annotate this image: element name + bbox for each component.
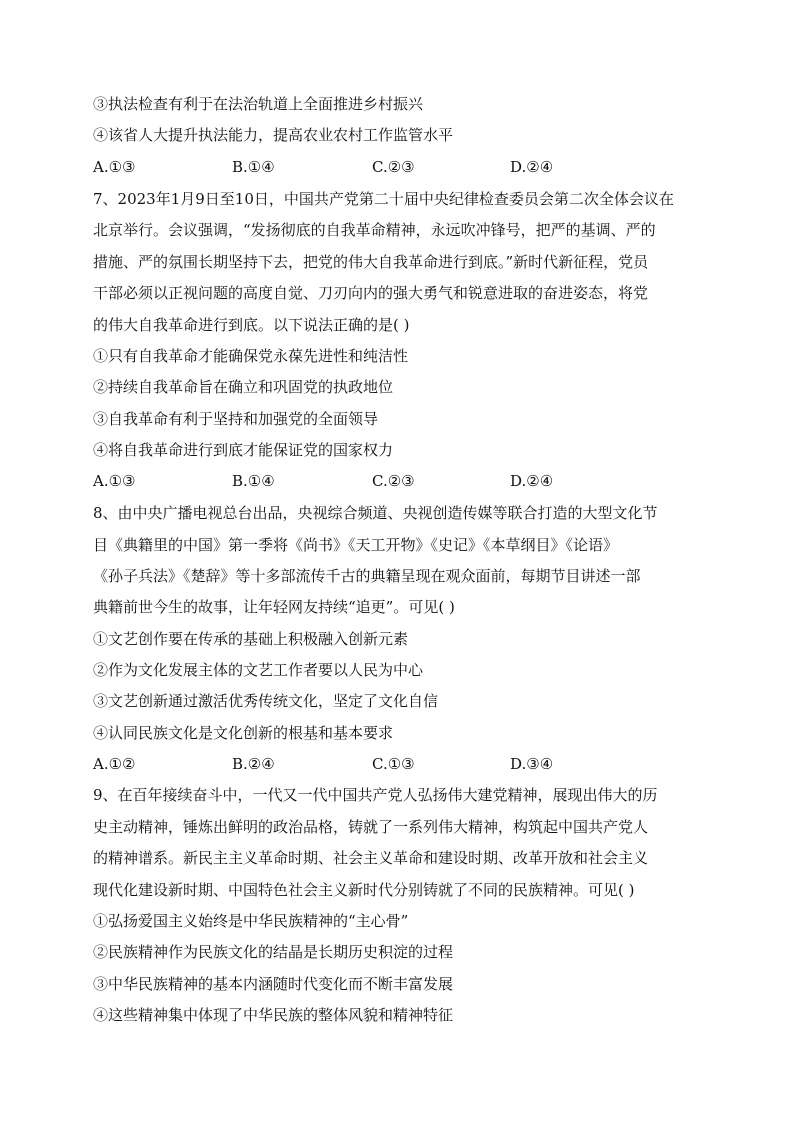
q8-item-1: ①文艺创作要在传承的基础上积极融入创新元素 bbox=[93, 630, 409, 648]
q7-option-b[interactable]: B.①④ bbox=[232, 472, 275, 490]
q7-stem-line-1: 7、2023年1月9日至10日，中国共产党第二十届中央纪律检查委员会第二次全体会议在 bbox=[93, 190, 674, 208]
q9-stem-line-2: 史主动精神，锤炼出鲜明的政治品格，铸就了一系列伟大精神，构筑起中国共产党人 bbox=[93, 818, 649, 836]
q7-option-a[interactable]: A.①③ bbox=[93, 472, 136, 490]
q6-options bbox=[93, 157, 693, 177]
q8-stem-line-4: 典籍前世今生的故事，让年轻网友持续“追更”。可见( ) bbox=[93, 598, 455, 616]
q6-option-b[interactable]: B.①④ bbox=[232, 158, 275, 176]
q7-stem-line-4: 干部必须以正视问题的高度自觉、刀刃向内的强大勇气和锐意进取的奋进姿态，将党 bbox=[93, 284, 649, 302]
q7-option-c[interactable]: C.②③ bbox=[372, 472, 415, 490]
q7-item-4: ④将自我革命进行到底才能保证党的国家权力 bbox=[93, 441, 394, 459]
q8-item-3: ③文艺创新通过激活优秀传统文化，坚定了文化自信 bbox=[93, 692, 439, 710]
q9-stem-line-4: 现代化建设新时期、中国特色社会主义新时代分别铸就了不同的民族精神。可见( ) bbox=[93, 881, 635, 899]
q7-stem-line-2: 北京举行。会议强调，“发扬彻底的自我革命精神，永远吹冲锋号，把严的基调、严的 bbox=[93, 221, 656, 239]
q6-item-3: ③执法检查有利于在法治轨道上全面推进乡村振兴 bbox=[93, 95, 424, 113]
q9-stem-line-3: 的精神谱系。新民主主义革命时期、社会主义革命和建设时期、改革开放和社会主义 bbox=[93, 849, 649, 867]
q9-item-4: ④这些精神集中体现了中华民族的整体风貌和精神特征 bbox=[93, 1006, 454, 1024]
q8-option-d[interactable]: D.③④ bbox=[510, 755, 554, 773]
q8-stem-line-1: 8、由中央广播电视总台出品，央视综合频道、央视创造传媒等联合打造的大型文化节 bbox=[93, 504, 658, 522]
q6-item-4: ④该省人大提升执法能力，提高农业农村工作监管水平 bbox=[93, 126, 454, 144]
q8-option-c[interactable]: C.①③ bbox=[372, 755, 415, 773]
q8-item-4: ④认同民族文化是文化创新的根基和基本要求 bbox=[93, 724, 394, 742]
q6-option-d[interactable]: D.②④ bbox=[510, 158, 554, 176]
q9-stem-line-1: 9、在百年接续奋斗中，一代又一代中国共产党人弘扬伟大建党精神，展现出伟大的历 bbox=[93, 786, 658, 804]
q7-stem-line-5: 的伟大自我革命进行到底。以下说法正确的是( ) bbox=[93, 316, 410, 334]
q9-item-3: ③中华民族精神的基本内涵随时代变化而不断丰富发展 bbox=[93, 975, 454, 993]
q8-option-b[interactable]: B.②④ bbox=[232, 755, 275, 773]
q7-stem-line-3: 措施、严的氛围长期坚持下去，把党的伟大自我革命进行到底。”新时代新征程，党员 bbox=[93, 253, 649, 271]
q7-options bbox=[93, 471, 693, 491]
q8-stem-line-3: 《孙子兵法》《楚辞》等十多部流传千古的典籍呈现在观众面前，每期节目讲述一部 bbox=[93, 567, 641, 585]
q6-option-c[interactable]: C.②③ bbox=[372, 158, 415, 176]
q7-item-2: ②持续自我革命旨在确立和巩固党的执政地位 bbox=[93, 378, 394, 396]
q8-stem-line-2: 目《典籍里的中国》第一季将《尚书》《天工开物》《史记》《本草纲目》《论语》 bbox=[93, 536, 619, 554]
q6-option-a[interactable]: A.①③ bbox=[93, 158, 136, 176]
q9-item-1: ①弘扬爱国主义始终是中华民族精神的“主心骨” bbox=[93, 912, 409, 930]
q8-item-2: ②作为文化发展主体的文艺工作者要以人民为中心 bbox=[93, 661, 424, 679]
q7-option-d[interactable]: D.②④ bbox=[510, 472, 554, 490]
q9-item-2: ②民族精神作为民族文化的结晶是长期历史积淀的过程 bbox=[93, 943, 454, 961]
q8-options bbox=[93, 754, 693, 774]
q7-item-3: ③自我革命有利于坚持和加强党的全面领导 bbox=[93, 410, 379, 428]
q8-option-a[interactable]: A.①② bbox=[93, 755, 136, 773]
q7-item-1: ①只有自我革命才能确保党永葆先进性和纯洁性 bbox=[93, 347, 409, 365]
